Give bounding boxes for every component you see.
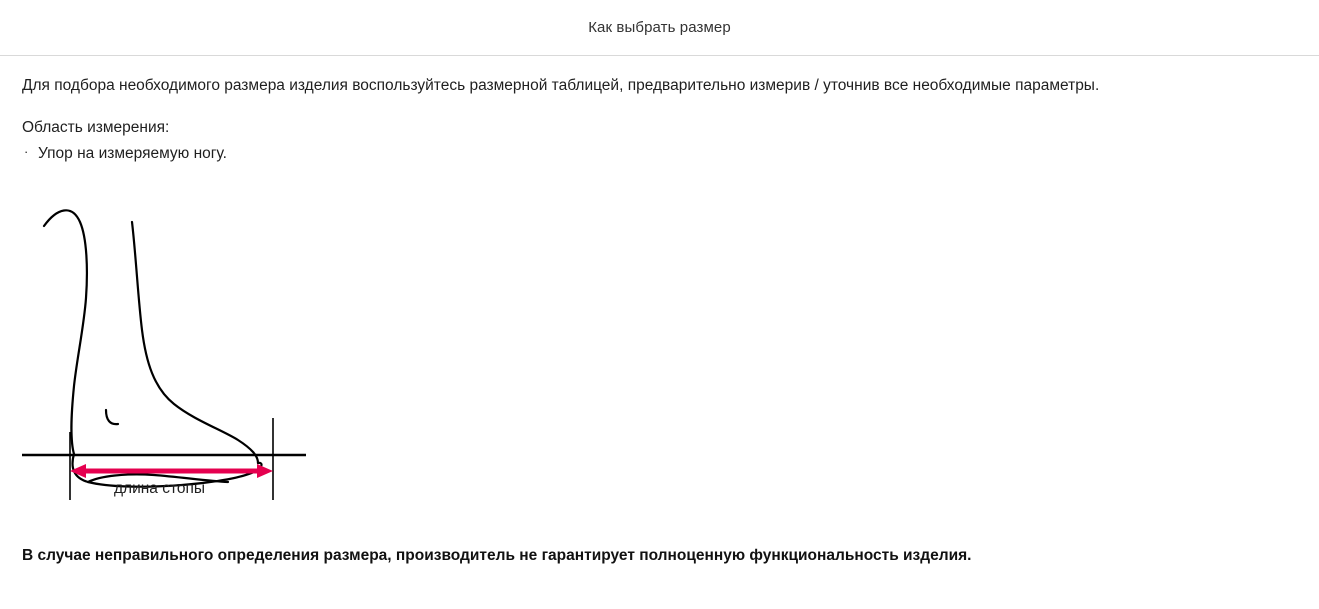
warning-footnote: В случае неправильного определения размера, производитель не гарантирует полноценную функциональность изделия.	[22, 547, 972, 564]
page-header	[0, 0, 1319, 56]
measurement-bullet-list	[22, 144, 1297, 164]
foot-diagram-svg	[22, 178, 352, 523]
page-title: Как выбрать размер	[588, 19, 731, 36]
intro-paragraph: Для подбора необходимого размера изделия воспользуйтесь размерной таблицей, предварительно измерив / уточнив все необходимые параметры.	[22, 77, 1100, 94]
foot-measurement-figure	[22, 178, 352, 523]
page-content	[0, 56, 1319, 523]
list-item	[22, 144, 1297, 164]
list-item-label: Упор на измеряемую ногу.	[38, 144, 227, 162]
bullet-dot-icon: ·	[24, 143, 29, 159]
foot-outline-icon	[44, 210, 262, 486]
measurement-area-label: Область измерения:	[22, 118, 170, 136]
figure-caption: длина стопы	[114, 480, 206, 498]
